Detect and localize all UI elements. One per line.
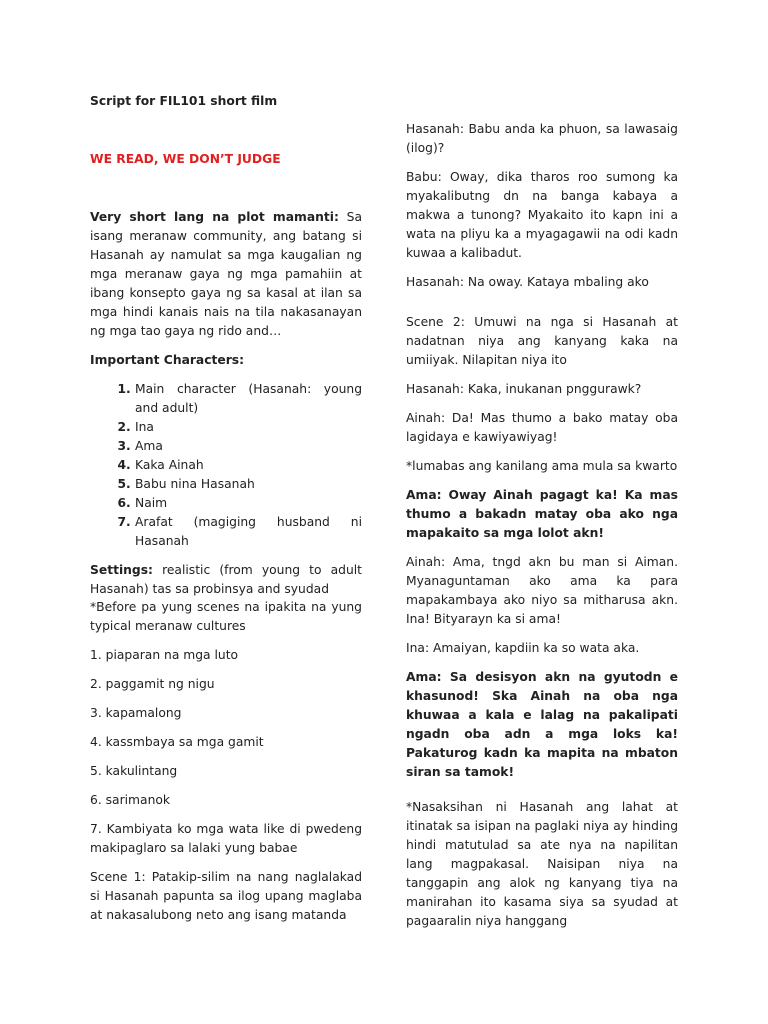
- dialogue-line: Ama: Oway Ainah pagagt ka! Ka mas thumo a bakadn matay oba ako nga mapakaito sa mga lolot akn!: [406, 488, 678, 540]
- list-item: 4. kassmbaya sa mga gamit: [90, 735, 264, 749]
- list-item: 7. Arafat (magiging husband ni Hasanah: [135, 513, 362, 551]
- list-item: 3. kapamalong: [90, 706, 182, 720]
- list-item: 5. kakulintang: [90, 764, 178, 778]
- list-item: 2. paggamit ng nigu: [90, 677, 215, 691]
- plot-paragraph: [90, 208, 362, 341]
- dialogue-line: Ama: Sa desisyon akn na gyutodn e khasunod! Ska Ainah na oba nga khuwaa a kala e lalag na pakalipati ngadn oba adn a mga loks ka! Pakaturog kadn ka mapita na mbaton siran sa tamok!: [406, 670, 678, 779]
- settings-paragraph: [90, 561, 362, 599]
- narration-paragraph: *Nasaksihan ni Hasanah ang lahat at itinatak sa isipan na paglaki niya ay hinding hindi matutulad sa ate nya na napilitan lang magpakasal. Naisipan niya na tanggapin ang alok ng kanyang tiya na manirahan ito kasama siya sa syudad at pagaaralin niya hanggang: [406, 800, 678, 928]
- dialogue-line: Ina: Amaiyan, kapdiin ka so wata aka.: [406, 641, 640, 655]
- list-item: 4. Kaka Ainah: [135, 456, 362, 475]
- dialogue-block-2: [406, 313, 678, 792]
- dialogue-line: Hasanah: Babu anda ka phuon, sa lawasaig (ilog)?: [406, 122, 678, 155]
- list-item: 2. Ina: [135, 418, 362, 437]
- list-item: 3. Ama: [135, 437, 362, 456]
- dialogue-line: Hasanah: Kaka, inukanan pnggurawk?: [406, 382, 642, 396]
- before-paragraph: *Before pa yung scenes na ipakita na yung typical meranaw cultures: [90, 600, 362, 633]
- characters-list: [90, 380, 362, 551]
- scene-2-paragraph: Scene 2: Umuwi na nga si Hasanah at nadatnan niya ang kanyang kaka na umiiyak. Nilapitan niya ito: [406, 315, 678, 367]
- scene-1-paragraph: Scene 1: Patakip-silim na nang naglalakad si Hasanah papunta sa ilog upang maglaba at nakasalubong neto ang isang matanda: [90, 870, 362, 922]
- settings-label: Settings:: [90, 563, 153, 577]
- list-item: 1. piaparan na mga luto: [90, 648, 239, 662]
- list-item: 1. Main character (Hasanah: young and adult): [135, 380, 362, 418]
- dialogue-line: Ainah: Da! Mas thumo a bako matay oba lagidaya e kawiyawiyag!: [406, 411, 678, 444]
- characters-label: Important Characters:: [90, 353, 245, 367]
- stage-direction: *lumabas ang kanilang ama mula sa kwarto: [406, 459, 678, 473]
- dialogue-line: Ainah: Ama, tngd akn bu man si Aiman. Myanaguntaman ako ama ka para mapakambaya ako niyo sa mitharusa akn. Ina! Bityarayn ka si ama!: [406, 555, 678, 626]
- list-item: 7. Kambiyata ko mga wata like di pwedeng makipaglaro sa lalaki yung babae: [90, 822, 362, 855]
- narration-block: [406, 798, 678, 941]
- list-item: 6. sarimanok: [90, 793, 171, 807]
- document-title: Script for FIL101 short film: [90, 94, 278, 108]
- settings-text: realistic (from young to adult Hasanah) tas sa probinsya and syudad: [90, 563, 362, 596]
- plot-block: [90, 208, 362, 609]
- list-item: 5. Babu nina Hasanah: [135, 475, 362, 494]
- plot-label: Very short lang na plot mamanti:: [90, 210, 339, 224]
- list-item: 6. Naim: [135, 494, 362, 513]
- plot-text: Sa isang meranaw community, ang batang si Hasanah ay namulat sa mga kaugalian ng mga meranaw gaya ng mga pamahiin at ibang konsepto gaya ng sa kasal at ilan sa mga hindi kanais nais na tila nakasanayan ng mga tao gaya ng rido and…: [90, 210, 362, 338]
- section-heading: WE READ, WE DON’T JUDGE: [90, 152, 281, 166]
- cultures-block: [90, 598, 362, 935]
- dialogue-block-1: [406, 120, 678, 302]
- dialogue-line: Babu: Oway, dika tharos roo sumong ka myakalibutng dn na banga kabaya a makwa a tunong? Myakaito ito kapn ini a wata na pliyu ka a myagagawii na odi kadn kuwaa a kalibadut.: [406, 170, 678, 260]
- dialogue-line: Hasanah: Na oway. Kataya mbaling ako: [406, 275, 649, 289]
